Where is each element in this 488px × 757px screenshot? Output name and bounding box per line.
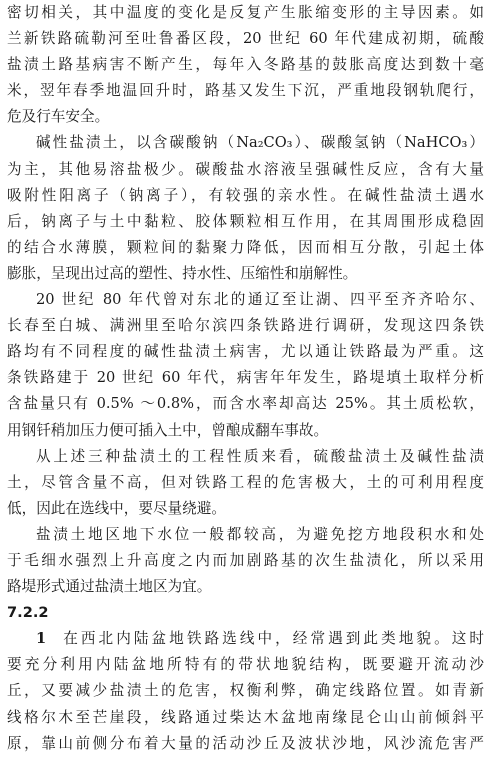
paragraph-groundwater-embankment	[7, 522, 484, 600]
text-line: 从上述三种盐渍土的工程性质来看，硫酸盐渍土及碱性盐渍	[36, 447, 484, 465]
text-line: 的结合水薄膜，颗粒间的黏聚力降低，因而相互分散，引起土体	[7, 238, 484, 256]
text-line: 路均有不同程度的碱性盐渍土病害，尤以通让铁路最为严重。这	[7, 343, 484, 361]
paragraph-alkaline-saline-soil	[7, 130, 484, 287]
text-line: 要充分利用内陆盆地所特有的带状地貌结构，既要避开流动沙	[7, 656, 484, 674]
text-line: 碱性盐渍土，以含碳酸钠（Na₂CO₃）、碳酸氢钠（NaHCO₃）	[36, 134, 484, 152]
text-line: 盐渍土路基病害不断产生，每年入冬路基的鼓胀高度达到数十毫	[7, 56, 484, 74]
text-line: 低，因此在选线中，要尽量绕避。	[7, 499, 226, 517]
text-line: 膨胀，呈现出过高的塑性、持水性、压缩性和崩解性。	[7, 264, 358, 282]
text-line: 含盐量只有 0.5% ～0.8%，而含水率却高达 25%。其土质松软，	[7, 395, 484, 413]
text-line: 兰新铁路硫勒河至吐鲁番区段，20 世纪 60 年代建成初期，硫酸	[7, 30, 484, 48]
text-line: 密切相关，其中温度的变化是反复产生胀缩变形的主导因素。如	[7, 4, 484, 21]
text-line: 原，靠山前侧分布着大量的活动沙丘及波状沙地，风沙流危害严	[7, 734, 484, 752]
text-line: 20 世纪 80 年代曾对东北的通辽至让湖、四平至齐齐哈尔、	[36, 291, 484, 309]
text-line: 后，钠离子与土中黏粒、胶体颗粒相互作用，在其周围形成稳固	[7, 212, 484, 230]
text-line: 土，尽管含量不高，但对铁路工程的危害极大，土的可利用程度	[7, 473, 484, 491]
item-first-line: 在西北内陆盆地铁路选线中，经常遇到此类地貌。这时	[60, 630, 484, 648]
section-heading: 7.2.2	[7, 604, 49, 622]
text-line: 路堤形式通过盐渍土地区为宜。	[7, 578, 212, 596]
text-line: 线格尔木至芒崖段，线路通过柴达木盆地南缘昆仑山山前倾斜平	[7, 708, 484, 726]
text-line: 于毛细水强烈上升高度之内而加剧路基的次生盐渍化，所以采用	[7, 551, 484, 569]
text-line: 危及行车安全。	[7, 108, 110, 126]
paragraph-inland-basin-routing	[7, 626, 484, 756]
text-line: 米，翌年春季地温回升时，路基又发生下沉，严重地段钢轨爬行，	[7, 82, 484, 100]
text-line: 丘，又要减少盐渍土的危害，权衡利弊，确定线路位置。如青新	[7, 682, 484, 700]
text-line: 吸附性阳离子（钠离子），有较强的亲水性。在碱性盐渍土遇水	[7, 186, 484, 204]
text-line: 为主，其他易溶盐极少。碳酸盐水溶液呈强碱性反应，含有大量	[7, 160, 484, 178]
text-line: 长春至白城、满洲里至哈尔滨四条铁路进行调研，发现这四条铁	[7, 317, 484, 335]
text-line: 用钢钎稍加压力便可插入土中，曾酿成翻车事故。	[7, 421, 329, 439]
text-line: 盐渍土地区地下水位一般都较高，为避免挖方地段积水和处	[36, 525, 484, 543]
paragraph-route-avoidance	[7, 444, 484, 522]
text-line	[7, 626, 484, 652]
text-line: 条铁路建于 20 世纪 60 年代，病害年年发生，路堤填土取样分析	[7, 369, 484, 387]
paragraph-northeast-railway-survey	[7, 287, 484, 444]
item-number: 1	[36, 630, 47, 648]
paragraph-humidity-swelling	[7, 0, 484, 130]
